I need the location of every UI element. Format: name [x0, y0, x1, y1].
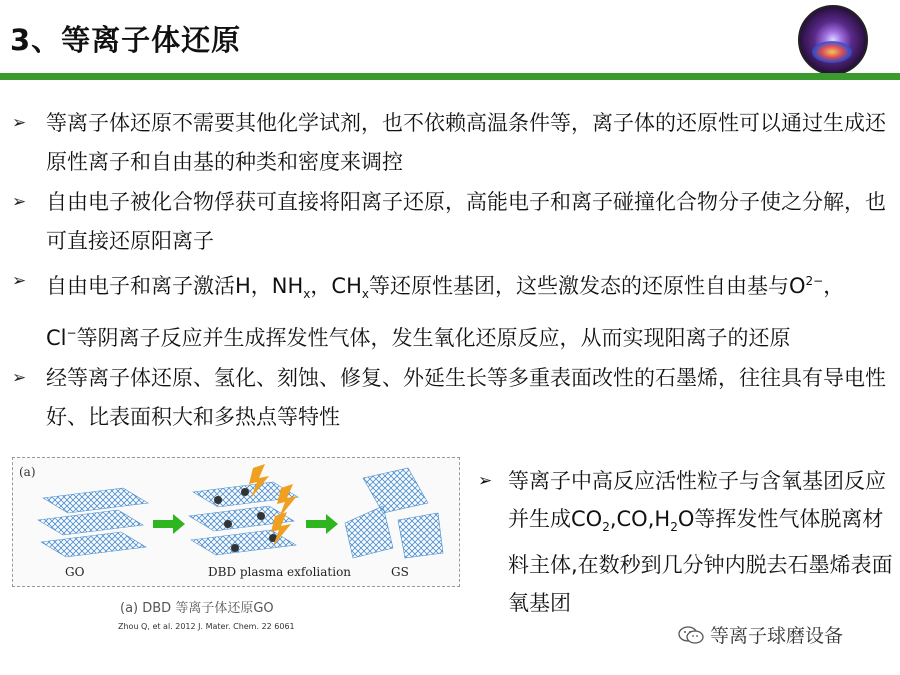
go-label: GO	[65, 565, 85, 579]
arrow-bullet-icon: ➢	[12, 368, 27, 389]
process-arrow-icon	[306, 514, 338, 534]
arrow-bullet-icon: ➢	[478, 471, 493, 491]
bullet-text: 经等离子体还原、氢化、刻蚀、修复、外延生长等多重表面改性的石墨烯，往往具有导电性好、比表面积大和多热点等特性	[46, 366, 886, 430]
plasma-ball-logo	[798, 5, 868, 75]
side-bullet-text: 等离子中高反应活性粒子与含氧基团反应并生成$CO_2,CO,H_2O$等挥发性气体脱离材料主体,在数秒到几分钟内脱去石墨烯表面氧基团	[508, 469, 893, 616]
figure-reference: Zhou Q, et al. 2012 J. Mater. Chem. 22 6061	[118, 622, 295, 631]
header-divider	[0, 73, 900, 80]
arrow-bullet-icon: ➢	[12, 192, 27, 212]
go-sheets	[38, 488, 148, 557]
gs-sheets	[345, 468, 443, 558]
side-bullet	[478, 462, 894, 622]
bullet-text: 等离子体还原不需要其他化学试剂，也不依赖高温条件等，离子体的还原性可以通过生成还原性离子和自由基的种类和密度来调控	[46, 111, 886, 174]
watermark	[678, 621, 843, 648]
dbd-sheets	[189, 464, 298, 555]
figure-caption: (a) DBD 等离子体还原GO	[120, 601, 274, 616]
figure-panel-label: (a)	[19, 465, 36, 479]
slide-title: 3、等离子体还原	[10, 23, 242, 57]
arrow-bullet-icon: ➢	[12, 271, 27, 291]
gs-label: GS	[391, 565, 409, 579]
watermark-text: 等离子球磨设备	[710, 625, 844, 647]
dbd-label: DBD plasma exfoliation	[208, 565, 352, 579]
dbd-reduction-figure	[12, 457, 460, 587]
arrow-bullet-icon: ➢	[12, 113, 27, 133]
bullet-list	[12, 104, 892, 438]
bullet-item	[12, 183, 892, 261]
process-arrow-icon	[153, 514, 185, 534]
bullet-text: 自由电子被化合物俘获可直接将阳离子还原，高能电子和离子碰撞化合物分子使之分解，也可直接还原阳离子	[46, 190, 886, 253]
bullet-item	[12, 262, 892, 358]
bullet-item	[12, 359, 892, 437]
bullet-text: 自由电子和离子激活H，$NH_x$，$CH_x$等还原性基团，这些激发态的还原性自由基与$O^{2-}$，Cl−等阴离子反应并生成挥发性气体，发生氧化还原反应，从而实现阳离子的还原	[46, 274, 845, 351]
bullet-item	[12, 104, 892, 182]
wechat-icon	[678, 625, 704, 645]
